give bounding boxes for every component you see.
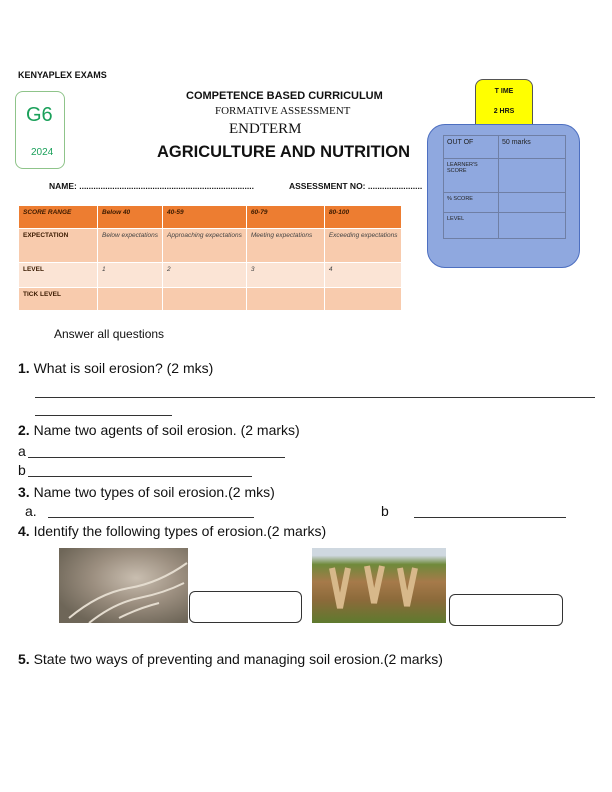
question-number: 5. bbox=[18, 651, 30, 667]
percent-score-label: % SCORE bbox=[444, 193, 499, 213]
term-title: ENDTERM bbox=[229, 121, 302, 137]
question-3 bbox=[18, 484, 275, 500]
sheet-erosion-photo bbox=[59, 548, 188, 623]
rubric-cell: Approaching expectations bbox=[163, 229, 247, 263]
answer-line-b[interactable] bbox=[414, 517, 566, 518]
grade-label: G6 bbox=[26, 104, 53, 126]
publisher: KENYAPLEX EXAMS bbox=[18, 70, 107, 80]
question-text: Name two types of soil erosion.(2 mks) bbox=[29, 484, 275, 500]
subject-title: AGRICULTURE AND NUTRITION bbox=[157, 143, 410, 161]
tick-cell[interactable] bbox=[324, 288, 402, 311]
rubric-cell: 2 bbox=[163, 263, 247, 288]
answer-line-a[interactable] bbox=[48, 517, 254, 518]
assessment-type: FORMATIVE ASSESSMENT bbox=[215, 105, 351, 117]
percent-score-value[interactable] bbox=[499, 193, 566, 213]
question-number: 3. bbox=[18, 484, 30, 500]
rubric-cell: 1 bbox=[98, 263, 163, 288]
learner-score-label: LEARNER'S SCORE bbox=[444, 159, 499, 193]
question-text: Identify the following types of erosion.(2 marks) bbox=[29, 523, 327, 539]
rubric-cell: Exceeding expectations bbox=[324, 229, 402, 263]
option-b-label: b bbox=[18, 462, 26, 478]
out-of-label: OUT OF bbox=[444, 136, 499, 159]
answer-box-1[interactable] bbox=[189, 591, 302, 623]
tick-cell[interactable] bbox=[98, 288, 163, 311]
out-of-value: 50 marks bbox=[499, 136, 566, 159]
score-table bbox=[443, 135, 566, 239]
question-number: 4. bbox=[18, 523, 30, 539]
question-number: 1. bbox=[18, 360, 30, 376]
answer-line-b[interactable] bbox=[28, 476, 252, 477]
question-text: What is soil erosion? (2 mks) bbox=[29, 360, 214, 376]
rubric-table bbox=[18, 205, 402, 311]
curriculum-title: COMPETENCE BASED CURRICULUM bbox=[186, 90, 383, 102]
rubric-cell: Below expectations bbox=[98, 229, 163, 263]
rubric-cell: Below 40 bbox=[98, 206, 163, 229]
question-4 bbox=[18, 523, 326, 539]
answer-line[interactable] bbox=[35, 397, 595, 398]
rubric-label: TICK LEVEL bbox=[19, 288, 98, 311]
learner-score-value[interactable] bbox=[499, 159, 566, 193]
option-b-label: b bbox=[381, 503, 389, 519]
erosion-channels-image bbox=[59, 548, 188, 623]
tick-cell[interactable] bbox=[246, 288, 324, 311]
answer-line[interactable] bbox=[35, 415, 172, 416]
rubric-label: SCORE RANGE bbox=[19, 206, 98, 229]
rubric-label: EXPECTATION bbox=[19, 229, 98, 263]
question-text: Name two agents of soil erosion. (2 marks) bbox=[29, 422, 300, 438]
time-label: T IME bbox=[494, 88, 514, 95]
question-1 bbox=[18, 360, 213, 376]
assessment-no-field[interactable]: ASSESSMENT NO: ....................... bbox=[289, 181, 423, 191]
rubric-label: LEVEL bbox=[19, 263, 98, 288]
gully-image bbox=[312, 548, 446, 623]
question-2 bbox=[18, 422, 300, 438]
answer-line-a[interactable] bbox=[28, 457, 285, 458]
name-field[interactable]: NAME: .......................................................................... bbox=[49, 181, 254, 191]
rubric-cell: Meeting expectations bbox=[246, 229, 324, 263]
option-a-label: a bbox=[18, 443, 26, 459]
rubric-cell: 4 bbox=[324, 263, 402, 288]
time-value: 2 HRS bbox=[493, 108, 515, 115]
question-5 bbox=[18, 651, 443, 667]
question-number: 2. bbox=[18, 422, 30, 438]
tick-cell[interactable] bbox=[163, 288, 247, 311]
rubric-cell: 3 bbox=[246, 263, 324, 288]
rubric-cell: 40-59 bbox=[163, 206, 247, 229]
gully-erosion-photo bbox=[312, 548, 446, 623]
level-value[interactable] bbox=[499, 213, 566, 239]
level-label: LEVEL bbox=[444, 213, 499, 239]
question-text: State two ways of preventing and managing soil erosion.(2 marks) bbox=[29, 651, 443, 667]
answer-box-2[interactable] bbox=[449, 594, 563, 626]
grade-badge bbox=[15, 91, 65, 169]
year-label: 2024 bbox=[31, 147, 54, 158]
rubric-cell: 60-79 bbox=[246, 206, 324, 229]
rubric-cell: 80-100 bbox=[324, 206, 402, 229]
option-a-label: a. bbox=[25, 503, 37, 519]
instructions: Answer all questions bbox=[54, 327, 165, 341]
